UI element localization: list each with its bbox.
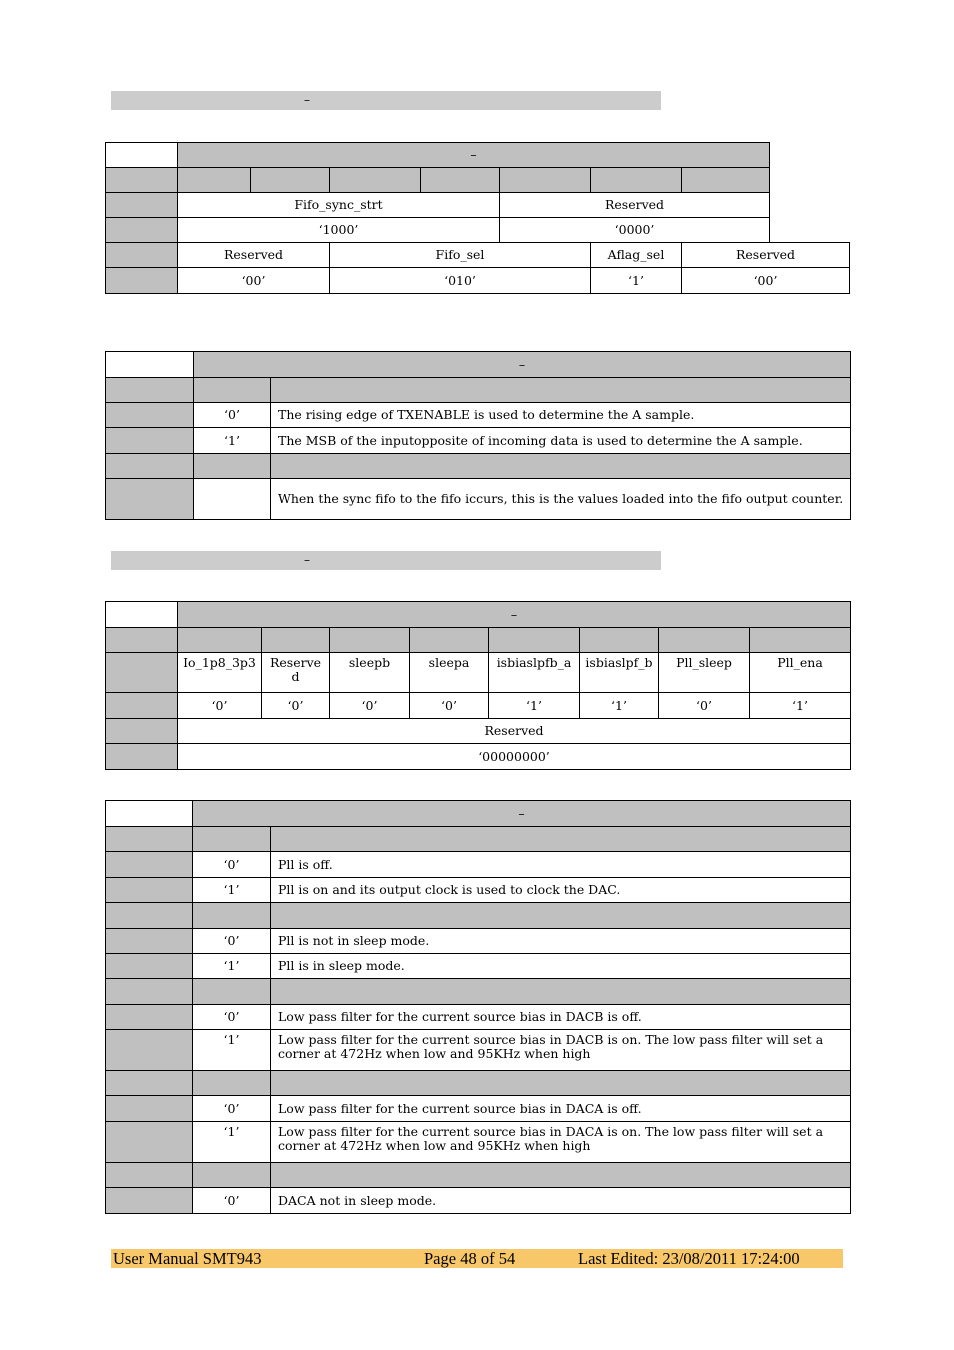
row-label xyxy=(106,479,194,520)
section-heading-1 xyxy=(111,91,661,110)
corner-cell xyxy=(106,352,194,378)
field-default: ‘1’ xyxy=(750,693,851,719)
setting-description: The MSB of the inputopposite of incoming data is used to determine the A sample. xyxy=(271,428,851,454)
description-header xyxy=(271,979,851,1005)
footer-manual-title: User Manual SMT943 xyxy=(113,1249,262,1268)
setting-description: The rising edge of TXENABLE is used to determine the A sample. xyxy=(271,403,851,428)
setting-value: ‘0’ xyxy=(193,1005,271,1030)
bit-header xyxy=(489,628,580,653)
row-label xyxy=(106,403,194,428)
setting-description: Low pass filter for the current source bias in DACA is off. xyxy=(271,1096,851,1122)
field-name: Reserved xyxy=(682,243,850,268)
setting-value: ‘1’ xyxy=(193,1030,271,1071)
bit-header xyxy=(262,628,330,653)
bit-header xyxy=(659,628,750,653)
section-heading-2 xyxy=(111,551,661,570)
description-title: – xyxy=(193,801,851,827)
field-default: ‘1000’ xyxy=(178,218,500,243)
field-default: ‘0’ xyxy=(262,693,330,719)
row-label xyxy=(106,1096,193,1122)
bit-header xyxy=(591,168,682,193)
row-label xyxy=(106,744,178,770)
setting-value: ‘1’ xyxy=(194,428,271,454)
field-name: Reserved xyxy=(178,719,851,744)
row-label xyxy=(106,954,193,979)
row-label xyxy=(106,193,178,218)
row-label xyxy=(106,218,178,243)
setting-value xyxy=(194,479,271,520)
bit-header xyxy=(750,628,851,653)
description-title: – xyxy=(194,352,851,378)
register-table-2 xyxy=(105,601,851,770)
value-header xyxy=(194,378,271,403)
footer-page-number: Page 48 of 54 xyxy=(424,1249,516,1268)
setting-description: Pll is off. xyxy=(271,852,851,878)
row-label xyxy=(106,243,178,268)
field-default: ‘1’ xyxy=(591,268,682,294)
corner-cell xyxy=(106,801,193,827)
description-header xyxy=(271,378,851,403)
row-label xyxy=(106,268,178,294)
setting-value: ‘0’ xyxy=(193,929,271,954)
field-name: isbiaslpfb_a xyxy=(489,653,580,693)
register-table-1 xyxy=(105,142,850,294)
bit-header xyxy=(178,628,262,653)
value-header xyxy=(193,827,271,852)
footer-last-edited: Last Edited: 23/08/2011 17:24:00 xyxy=(578,1249,800,1268)
description-table-1 xyxy=(105,351,851,520)
field-default: ‘010’ xyxy=(330,268,591,294)
field-name: Reserved xyxy=(262,653,330,693)
page-footer xyxy=(111,1249,843,1268)
field-name: Aflag_sel xyxy=(591,243,682,268)
field-name: isbiaslpf_b xyxy=(580,653,659,693)
description-header xyxy=(271,827,851,852)
field-default: ‘0’ xyxy=(410,693,489,719)
setting-value: ‘1’ xyxy=(193,878,271,903)
row-label xyxy=(106,428,194,454)
value-header xyxy=(194,454,271,479)
setting-description: When the sync fifo to the fifo iccurs, this is the values loaded into the fifo output counter. xyxy=(271,479,851,520)
description-header xyxy=(271,1071,851,1096)
bit-header xyxy=(682,168,770,193)
setting-value: ‘0’ xyxy=(194,403,271,428)
row-label xyxy=(106,852,193,878)
setting-description: Pll is in sleep mode. xyxy=(271,954,851,979)
row-label xyxy=(106,929,193,954)
corner-cell xyxy=(106,602,178,628)
field-default: ‘1’ xyxy=(580,693,659,719)
value-header xyxy=(193,979,271,1005)
row-label xyxy=(106,1122,193,1163)
setting-description: Low pass filter for the current source bias in DACB is on. The low pass filter will set a corner at 472Hz when low and 95KHz when high xyxy=(271,1030,851,1071)
setting-value: ‘1’ xyxy=(193,954,271,979)
description-table-2 xyxy=(105,800,851,1214)
bit-header xyxy=(251,168,330,193)
field-label xyxy=(106,378,194,403)
field-name: Fifo_sync_strt xyxy=(178,193,500,218)
section-heading-2-text: – xyxy=(304,553,310,567)
field-name: Pll_ena xyxy=(750,653,851,693)
field-name: sleepb xyxy=(330,653,410,693)
setting-description: Pll is on and its output clock is used to clock the DAC. xyxy=(271,878,851,903)
bit-header xyxy=(421,168,500,193)
bit-header xyxy=(330,628,410,653)
description-header xyxy=(271,903,851,929)
corner-cell xyxy=(106,143,178,168)
field-name: Reserved xyxy=(500,193,770,218)
value-header xyxy=(193,903,271,929)
field-label xyxy=(106,827,193,852)
bit-header xyxy=(178,168,251,193)
field-default: ‘0000’ xyxy=(500,218,770,243)
description-header xyxy=(271,454,851,479)
setting-description: Low pass filter for the current source bias in DACB is off. xyxy=(271,1005,851,1030)
bit-label-cell xyxy=(106,168,178,193)
row-label xyxy=(106,693,178,719)
field-default: ‘00000000’ xyxy=(178,744,851,770)
setting-description: Pll is not in sleep mode. xyxy=(271,929,851,954)
row-label xyxy=(106,1030,193,1071)
field-default: ‘0’ xyxy=(178,693,262,719)
field-name: Reserved xyxy=(178,243,330,268)
field-name: Fifo_sel xyxy=(330,243,591,268)
field-name: Io_1p8_3p3 xyxy=(178,653,262,693)
field-default: ‘0’ xyxy=(330,693,410,719)
field-label xyxy=(106,979,193,1005)
bit-header xyxy=(500,168,591,193)
bit-label-cell xyxy=(106,628,178,653)
section-heading-1-text: – xyxy=(304,93,310,107)
bit-header xyxy=(330,168,421,193)
field-name: Pll_sleep xyxy=(659,653,750,693)
bit-header xyxy=(410,628,489,653)
field-default: ‘00’ xyxy=(178,268,330,294)
setting-value: ‘0’ xyxy=(193,1188,271,1214)
row-label xyxy=(106,1188,193,1214)
field-label xyxy=(106,903,193,929)
setting-value: ‘1’ xyxy=(193,1122,271,1163)
field-label xyxy=(106,1071,193,1096)
description-header xyxy=(271,1163,851,1188)
value-header xyxy=(193,1071,271,1096)
setting-description: DACA not in sleep mode. xyxy=(271,1188,851,1214)
bit-header xyxy=(580,628,659,653)
row-label xyxy=(106,878,193,903)
register-title: – xyxy=(178,602,851,628)
field-default: ‘0’ xyxy=(659,693,750,719)
setting-description: Low pass filter for the current source bias in DACA is on. The low pass filter will set a corner at 472Hz when low and 95KHz when high xyxy=(271,1122,851,1163)
field-default: ‘00’ xyxy=(682,268,850,294)
field-label xyxy=(106,1163,193,1188)
field-label xyxy=(106,454,194,479)
setting-value: ‘0’ xyxy=(193,852,271,878)
field-default: ‘1’ xyxy=(489,693,580,719)
row-label xyxy=(106,1005,193,1030)
value-header xyxy=(193,1163,271,1188)
row-label xyxy=(106,653,178,693)
field-name: sleepa xyxy=(410,653,489,693)
row-label xyxy=(106,719,178,744)
register-title: – xyxy=(178,143,770,168)
setting-value: ‘0’ xyxy=(193,1096,271,1122)
